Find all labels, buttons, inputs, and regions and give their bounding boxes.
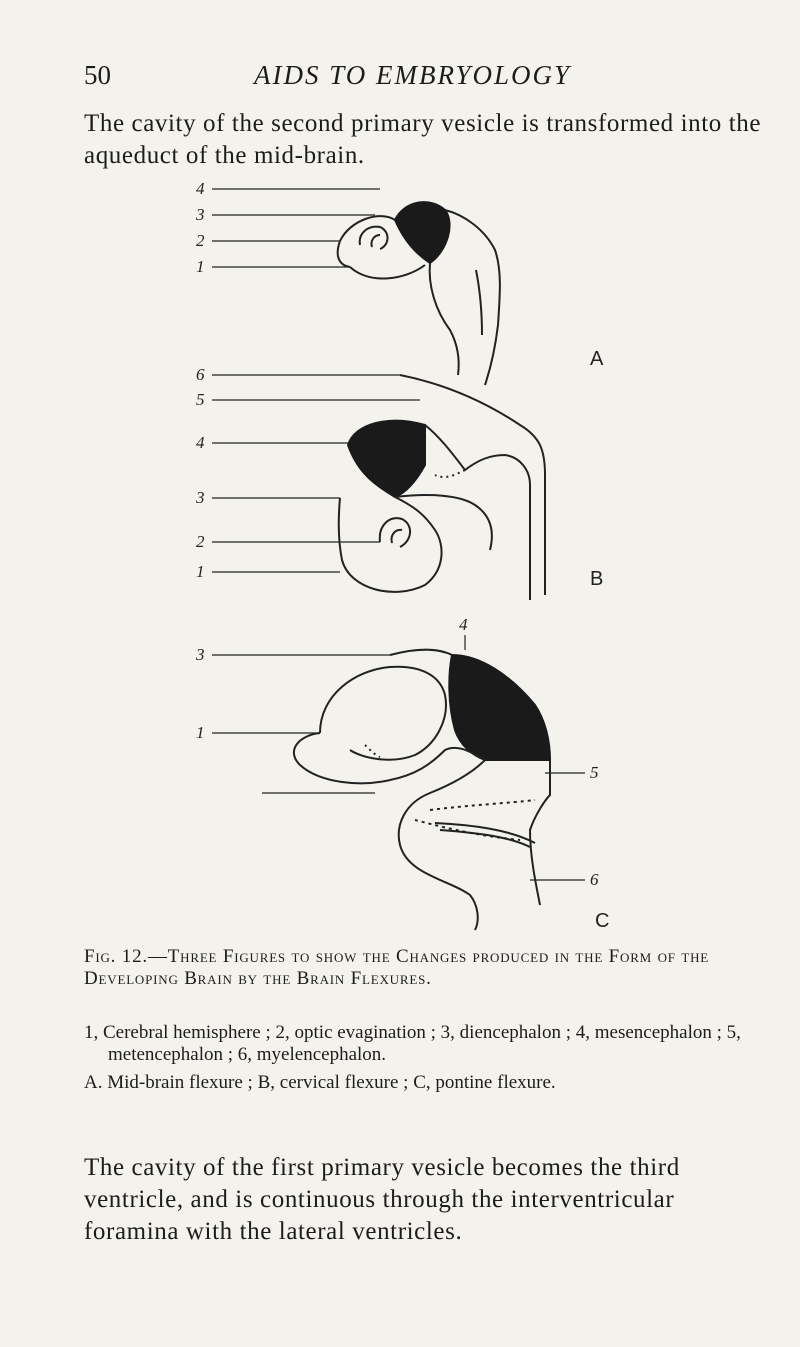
panel-b bbox=[212, 375, 545, 600]
caption-dash: — bbox=[147, 946, 168, 967]
label-c-3: 3 bbox=[196, 645, 205, 664]
label-a-2: 2 bbox=[196, 231, 205, 250]
figure-legend bbox=[84, 1022, 774, 1100]
panel-letter-a: A bbox=[590, 348, 604, 370]
figure-caption bbox=[84, 946, 774, 990]
label-b-5: 5 bbox=[196, 390, 205, 409]
label-b-4: 4 bbox=[196, 433, 205, 452]
label-b-6: 6 bbox=[196, 365, 205, 384]
label-c-6: 6 bbox=[590, 870, 599, 889]
figure-12 bbox=[190, 175, 640, 935]
figure-number: Fig. 12. bbox=[84, 946, 148, 967]
label-c-4: 4 bbox=[459, 615, 468, 634]
paragraph-top: The cavity of the second primary vesicle is transformed into the aqueduct of the mid-brain. bbox=[84, 110, 762, 169]
brain-flexure-diagram bbox=[190, 175, 640, 935]
label-a-1: 1 bbox=[196, 257, 205, 276]
label-a-4: 4 bbox=[196, 179, 205, 198]
panel-c bbox=[212, 635, 585, 930]
legend-line-1: 1, Cerebral hemisphere ; 2, optic evagination ; 3, diencephalon ; 4, mesencephalon ; 5, metencephalon ; 6, myelencephalon. bbox=[84, 1022, 741, 1065]
legend-line-2: A. Mid-brain flexure ; B, cervical flexure ; C, pontine flexure. bbox=[84, 1072, 556, 1093]
running-title: AIDS TO EMBRYOLOGY bbox=[254, 60, 572, 90]
page-number: 50 bbox=[84, 60, 111, 90]
label-b-1: 1 bbox=[196, 562, 205, 581]
panel-letter-c: C bbox=[595, 910, 610, 932]
panel-letter-b: B bbox=[590, 568, 604, 590]
panel-a bbox=[212, 189, 500, 385]
figure-title: Three Figures to show the Changes produced in the Form of the Developing Brain by the Brain Flexures. bbox=[84, 946, 710, 989]
paragraph-bottom: The cavity of the first primary vesicle becomes the third ventricle, and is continuous through the interventricular foramina with the lateral ventricles. bbox=[84, 1154, 680, 1245]
label-c-1: 1 bbox=[196, 723, 205, 742]
label-b-3: 3 bbox=[196, 488, 205, 507]
label-b-2: 2 bbox=[196, 532, 205, 551]
label-c-5: 5 bbox=[590, 763, 599, 782]
label-a-3: 3 bbox=[196, 205, 205, 224]
running-head bbox=[84, 60, 724, 96]
